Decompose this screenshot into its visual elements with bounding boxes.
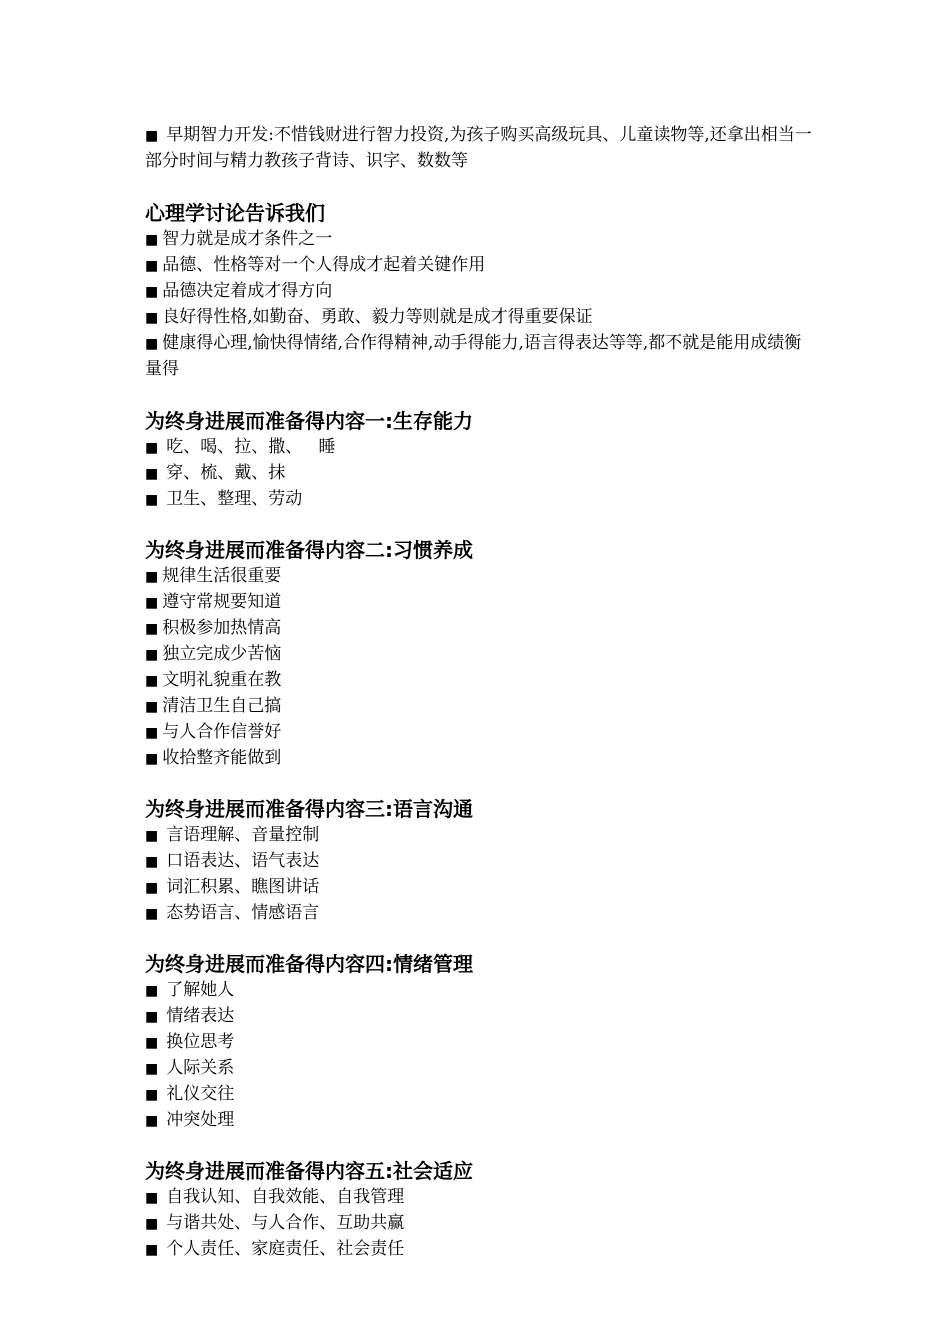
square-bullet-icon: ■: [145, 492, 159, 508]
list-item-text: 收拾整齐能做到: [162, 748, 282, 768]
list-item: [145, 1030, 815, 1056]
square-bullet-icon: ■: [145, 466, 159, 482]
list-item: [145, 1185, 815, 1211]
section-title: 为终身进展而准备得内容一:生存能力: [145, 409, 473, 433]
list-item-text: 口语表达、语气表达: [166, 851, 320, 871]
square-bullet-icon: ■: [145, 1087, 159, 1103]
intro-text: 早期智力开发:不惜钱财进行智力投资,为孩子购买高级玩具、儿童读物等,还拿出相当一部分时间与精力教孩子背诗、识字、数数等: [145, 125, 812, 171]
list-item-text: 词汇积累、瞧图讲话: [166, 877, 320, 897]
square-bullet-icon: ■: [145, 699, 159, 715]
list-item-text: 品德决定着成才得方向: [162, 281, 333, 301]
list-item-text: 规律生活很重要: [162, 566, 282, 586]
list-item: [145, 1108, 815, 1134]
list-item: [145, 1082, 815, 1108]
list-item: [145, 694, 815, 720]
list-item-text: 健康得心理,愉快得情绪,合作得精神,动手得能力,语言得表达等等,都不就是能用成绩衡量得: [145, 333, 802, 379]
list-item-text: 清洁卫生自己搞: [162, 696, 282, 716]
list-item: [145, 331, 815, 382]
list-item: [145, 1004, 815, 1030]
list-item: [145, 1237, 815, 1263]
section-4: [145, 796, 815, 927]
list-item: [145, 487, 815, 513]
square-bullet-icon: ■: [145, 284, 159, 300]
list-item-text: 言语理解、音量控制: [166, 825, 320, 845]
square-bullet-icon: ■: [145, 595, 159, 611]
list-item: [145, 227, 815, 253]
list-item: [145, 875, 815, 901]
square-bullet-icon: ■: [145, 983, 159, 999]
list-item-text: 吃、喝、拉、撒、 睡: [166, 437, 336, 457]
list-item-text: 良好得性格,如勤奋、勇敢、毅力等则就是成才得重要保证: [162, 307, 593, 327]
square-bullet-icon: ■: [145, 1216, 159, 1232]
intro-paragraph: [145, 123, 815, 174]
list-item: [145, 253, 815, 279]
sections-container: [145, 200, 815, 1263]
list-item: [145, 901, 815, 927]
list-item: [145, 823, 815, 849]
list-item-text: 换位思考: [166, 1032, 235, 1052]
section-2: [145, 408, 815, 513]
section-title: 心理学讨论告诉我们: [145, 201, 325, 225]
list-item-text: 态势语言、情感语言: [166, 903, 320, 923]
list-item: [145, 279, 815, 305]
list-item: [145, 746, 815, 772]
square-bullet-icon: ■: [145, 880, 159, 896]
section-3: [145, 537, 815, 772]
section-title: 为终身进展而准备得内容二:习惯养成: [145, 538, 473, 562]
list-item: [145, 435, 815, 461]
list-item-text: 卫生、整理、劳动: [166, 489, 303, 509]
list-item: [145, 978, 815, 1004]
square-bullet-icon: ■: [145, 1009, 159, 1025]
list-item-text: 了解她人: [166, 980, 235, 1000]
list-item-text: 文明礼貌重在教: [162, 670, 282, 690]
square-bullet-icon: ■: [145, 647, 159, 663]
square-bullet-icon: ■: [145, 1035, 159, 1051]
list-item-text: 个人责任、家庭责任、社会责任: [166, 1239, 405, 1259]
section-5: [145, 951, 815, 1134]
list-item-text: 与谐共处、与人合作、互助共赢: [166, 1213, 405, 1233]
list-item-text: 积极参加热情高: [162, 618, 282, 638]
section-title: 为终身进展而准备得内容五:社会适应: [145, 1159, 473, 1183]
list-item: [145, 1056, 815, 1082]
section-1: [145, 200, 815, 382]
list-item: [145, 849, 815, 875]
list-item-text: 情绪表达: [166, 1006, 235, 1026]
square-bullet-icon: ■: [145, 128, 159, 144]
square-bullet-icon: ■: [145, 569, 159, 585]
list-item-text: 穿、梳、戴、抹: [166, 463, 286, 483]
list-item-text: 冲突处理: [166, 1110, 235, 1130]
list-item: [145, 305, 815, 331]
list-item: [145, 720, 815, 746]
list-item-text: 自我认知、自我效能、自我管理: [166, 1187, 405, 1207]
list-item-text: 独立完成少苦恼: [162, 644, 282, 664]
list-item-text: 人际关系: [166, 1058, 235, 1078]
square-bullet-icon: ■: [145, 854, 159, 870]
square-bullet-icon: ■: [145, 1190, 159, 1206]
list-item: [145, 461, 815, 487]
square-bullet-icon: ■: [145, 828, 159, 844]
list-item-text: 品德、性格等对一个人得成才起着关键作用: [162, 255, 486, 275]
section-title: 为终身进展而准备得内容四:情绪管理: [145, 952, 473, 976]
square-bullet-icon: ■: [145, 232, 159, 248]
section-title: 为终身进展而准备得内容三:语言沟通: [145, 797, 473, 821]
list-item: [145, 1211, 815, 1237]
square-bullet-icon: ■: [145, 1113, 159, 1129]
list-item: [145, 668, 815, 694]
list-item-text: 遵守常规要知道: [162, 592, 282, 612]
square-bullet-icon: ■: [145, 310, 159, 326]
square-bullet-icon: ■: [145, 440, 159, 456]
square-bullet-icon: ■: [145, 906, 159, 922]
section-6: [145, 1158, 815, 1263]
document-page: [145, 123, 815, 1263]
list-item: [145, 642, 815, 668]
square-bullet-icon: ■: [145, 258, 159, 274]
square-bullet-icon: ■: [145, 336, 159, 352]
square-bullet-icon: ■: [145, 673, 159, 689]
square-bullet-icon: ■: [145, 1242, 159, 1258]
list-item-text: 智力就是成才条件之一: [162, 229, 333, 249]
list-item: [145, 616, 815, 642]
list-item: [145, 590, 815, 616]
square-bullet-icon: ■: [145, 1061, 159, 1077]
list-item: [145, 564, 815, 590]
list-item-text: 与人合作信誉好: [162, 722, 282, 742]
list-item-text: 礼仪交往: [166, 1084, 235, 1104]
square-bullet-icon: ■: [145, 725, 159, 741]
square-bullet-icon: ■: [145, 621, 159, 637]
square-bullet-icon: ■: [145, 751, 159, 767]
